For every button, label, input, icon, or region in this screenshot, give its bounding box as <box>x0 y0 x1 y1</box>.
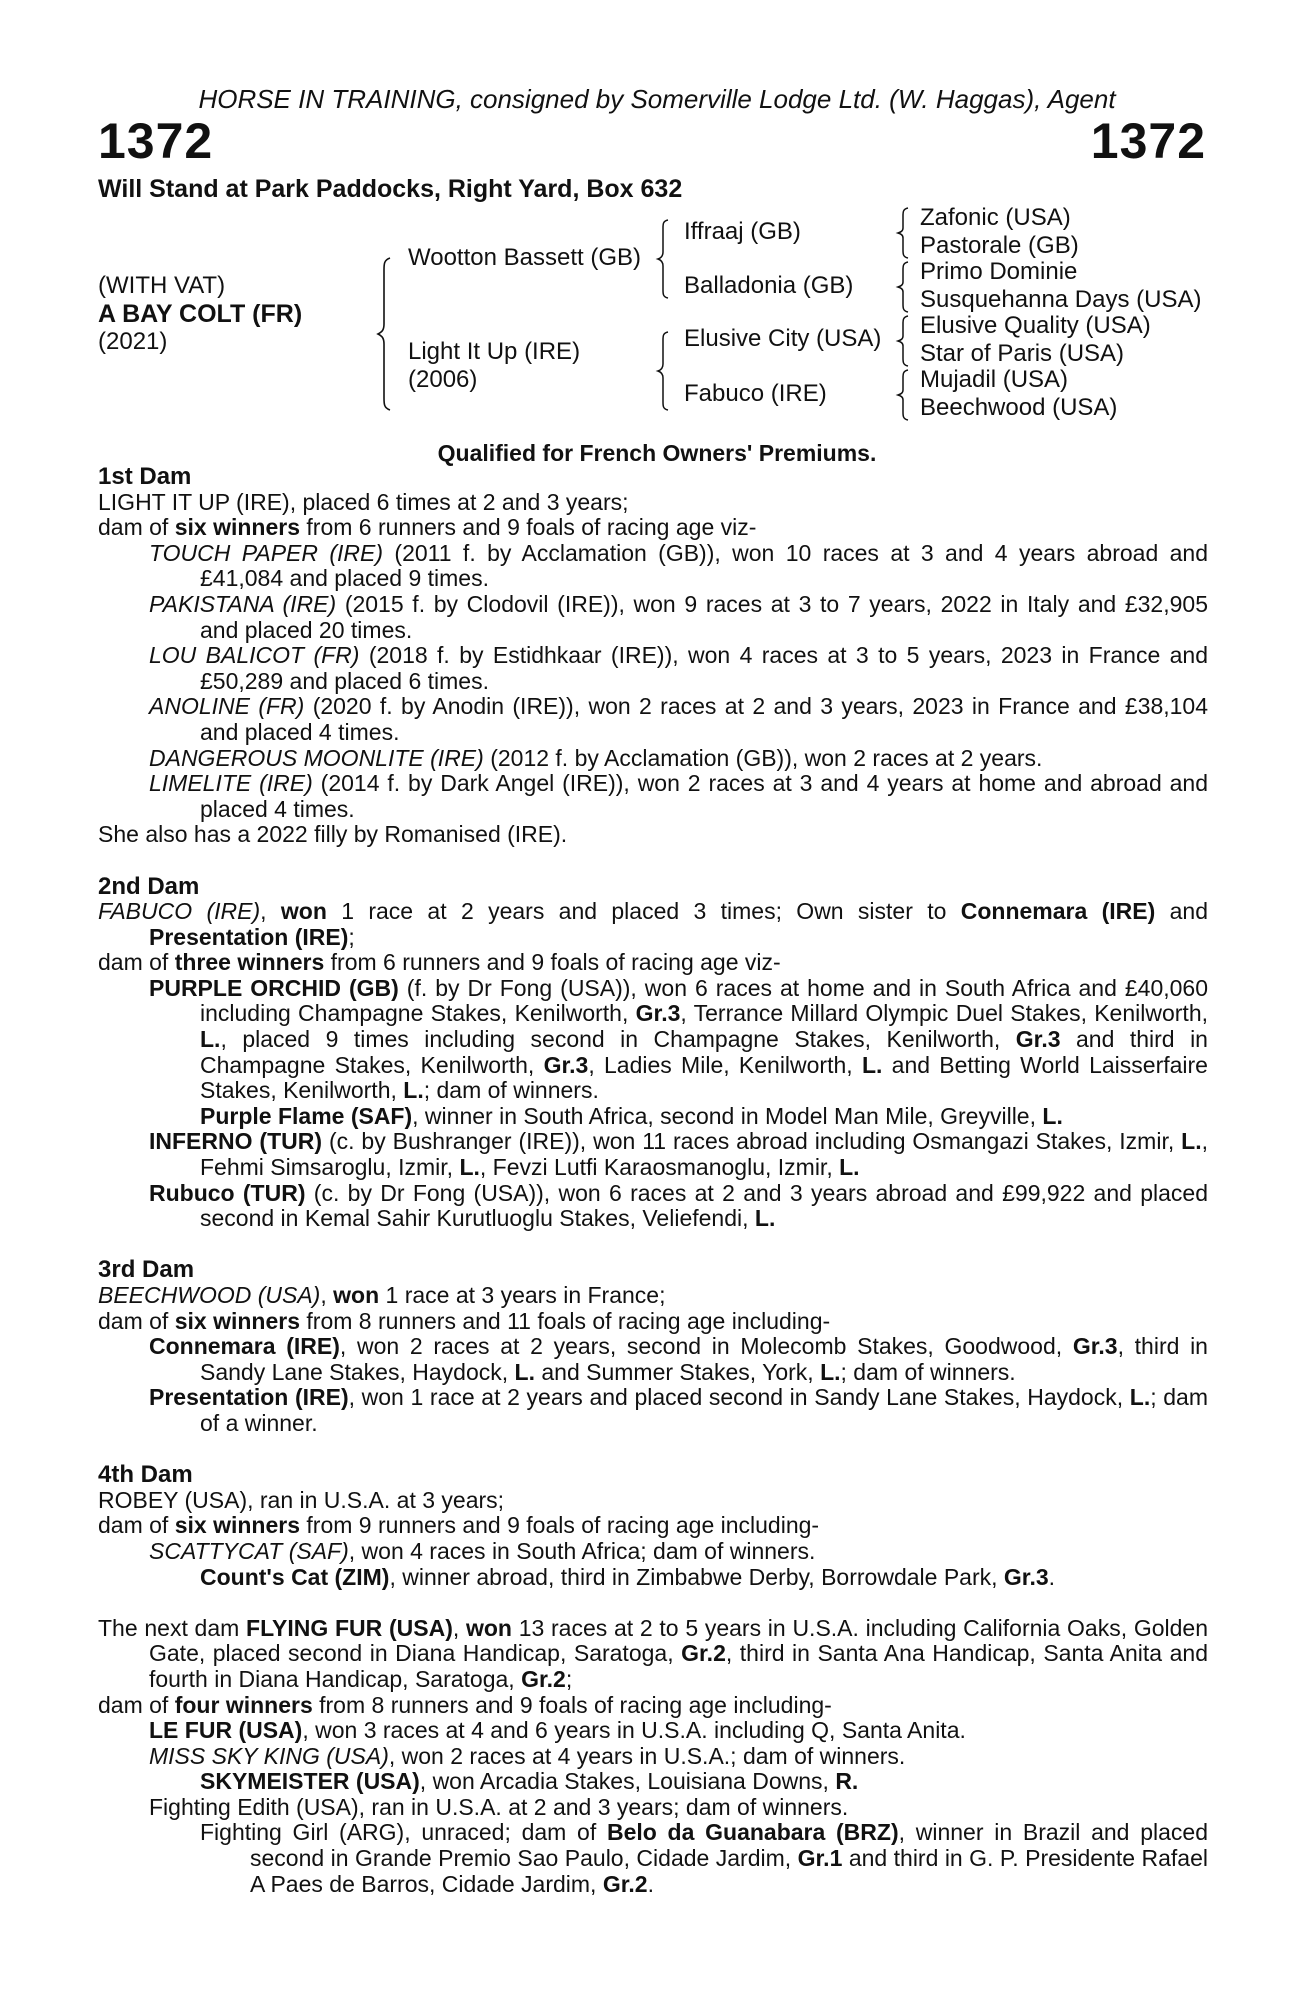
produce-entry: ANOLINE (FR) (2020 f. by Anodin (IRE)), won 2 races at 2 and 3 years, 2023 in France and £38,104 and placed 4 times. <box>149 693 1209 745</box>
produce-entry: Rubuco (TUR) (c. by Dr Fong (USA)), won 6 races at 2 and 3 years abroad and £99,922 and placed second in Kemal Sahir Kurutluoglu Stakes, Veliefendi, L. <box>149 1179 1209 1232</box>
gg-dds: Mujadil (USA) <box>920 366 1069 393</box>
second-dam-line: FABUCO (IRE), won 1 race at 2 years and placed 3 times; Own sister to Connemara (IRE) and Presentation (IRE); <box>98 898 1209 950</box>
produce-sub-entry: Fighting Girl (ARG), unraced; dam of Belo da Guanabara (BRZ), winner in Brazil and placed second in Grande Premio Sao Paulo, Cidade Jardim, Gr.1 and third in G. P. Presidente Rafael A Paes de Barros, Cidade Jardim, Gr.2. <box>200 1819 1208 1897</box>
dam-sire: Elusive City (USA) <box>684 325 882 352</box>
fourth-dam-produce-summary: dam of six winners from 9 runners and 9 foals of racing age including- <box>98 1512 820 1539</box>
next-dam-produce-summary: dam of four winners from 8 runners and 9 foals of racing age including- <box>98 1691 832 1718</box>
second-dam-produce-summary: dam of three winners from 6 runners and 9 foals of racing age viz- <box>98 949 781 976</box>
produce-entry: INFERNO (TUR) (c. by Bushranger (IRE)), won 11 races abroad including Osmangazi Stakes, Izmir, L., Fehmi Simsaroglu, Izmir, L., Fevzi Lutfi Karaosmanoglu, Izmir, L. <box>149 1128 1208 1181</box>
gg-ssd: Pastorale (GB) <box>920 232 1079 259</box>
produce-entry: LE FUR (USA), won 3 races at 4 and 6 years in U.S.A. including Q, Santa Anita. <box>149 1717 966 1744</box>
pedigree-notes <box>98 464 1208 1897</box>
gg-dsd: Star of Paris (USA) <box>920 340 1125 367</box>
produce-entry: PAKISTANA (IRE) (2015 f. by Clodovil (IRE)), won 9 races at 3 to 7 years, 2022 in Italy and £32,905 and placed 20 times. <box>149 590 1208 643</box>
consignment-line: HORSE IN TRAINING, consigned by Somerville Lodge Ltd. (W. Haggas), Agent <box>198 84 1116 114</box>
bracket-dd <box>896 368 912 422</box>
produce-entry: SCATTYCAT (SAF), won 4 races in South Africa; dam of winners. <box>149 1537 816 1564</box>
sire-name: Wootton Bassett (GB) <box>408 244 641 271</box>
bracket-ss <box>896 206 912 260</box>
stand-location: Will Stand at Park Paddocks, Right Yard, Box 632 <box>98 175 683 203</box>
premium-note: Qualified for French Owners' Premiums. <box>437 440 877 466</box>
vat-note: (WITH VAT) <box>98 272 226 299</box>
produce-entry: Connemara (IRE), won 2 races at 2 years, second in Molecomb Stakes, Goodwood, Gr.3, third in Sandy Lane Stakes, Haydock, L. and Summer Stakes, York, L.; dam of winners. <box>149 1333 1208 1385</box>
produce-entry: TOUCH PAPER (IRE) (2011 f. by Acclamation (GB)), won 10 races at 3 and 4 years abroad and £41,084 and placed 9 times. <box>149 539 1208 592</box>
lot-number-right: 1372 <box>1090 113 1206 169</box>
produce-entry: PURPLE ORCHID (GB) (f. by Dr Fong (USA)), won 6 races at home and in South Africa and £40,060 including Champagne Stakes, Kenilworth, Gr.3, Terrance Millard Olympic Duel Stakes, Kenilworth, L., placed 9 times including second in Champagne Stakes, Kenilworth, Gr.3 and third in Champagne Stakes, Kenilworth, Gr.3, Ladies Mile, Kenilworth, L. and Betting World Laisserfaire Stakes, Kenilworth, L.; dam of winners. <box>149 974 1208 1104</box>
horse-year: (2021) <box>98 328 168 355</box>
third-dam-heading: 3rd Dam <box>98 1256 195 1284</box>
gg-sdd: Susquehanna Days (USA) <box>920 286 1202 313</box>
sire-sire: Iffraaj (GB) <box>684 218 801 245</box>
produce-entry: Presentation (IRE), won 1 race at 2 years and placed second in Sandy Lane Stakes, Haydock, L.; dam of a winner. <box>149 1384 1208 1436</box>
produce-entry: DANGEROUS MOONLITE (IRE) (2012 f. by Acclamation (GB)), won 2 races at 2 years. <box>149 744 1043 771</box>
first-dam-produce-summary: dam of six winners from 6 runners and 9 foals of racing age viz- <box>98 514 757 541</box>
lot-number-left: 1372 <box>98 113 214 169</box>
third-dam-line: BEECHWOOD (USA), won 1 race at 3 years in France; <box>98 1282 666 1308</box>
fourth-dam-heading: 4th Dam <box>98 1461 193 1489</box>
bracket-dam <box>656 330 672 412</box>
produce-entry: LIMELITE (IRE) (2014 f. by Dark Angel (IRE)), won 2 races at 3 and 4 years at home and abroad and placed 4 times. <box>149 770 1208 822</box>
produce-sub-entry: Purple Flame (SAF), winner in South Africa, second in Model Man Mile, Greyville, L. <box>200 1102 1063 1129</box>
first-dam-footer: She also has a 2022 filly by Romanised (IRE). <box>98 821 568 848</box>
first-dam-heading: 1st Dam <box>98 463 192 490</box>
first-dam-line: LIGHT IT UP (IRE), placed 6 times at 2 and 3 years; <box>98 488 629 515</box>
gg-ddd: Beechwood (USA) <box>920 394 1118 421</box>
sire-dam: Balladonia (GB) <box>684 272 854 299</box>
dam-year: (2006) <box>408 366 478 393</box>
next-dam-line: The next dam FLYING FUR (USA), won 13 races at 2 to 5 years in U.S.A. including California Oaks, Golden Gate, placed second in Diana Handicap, Saratoga, Gr.2, third in Santa Ana Handicap, Santa Anita and fourth in Diana Handicap, Saratoga, Gr.2; <box>98 1614 1208 1692</box>
gg-sss: Zafonic (USA) <box>920 204 1071 231</box>
horse-name: A BAY COLT (FR) <box>98 300 303 328</box>
produce-entry: MISS SKY KING (USA), won 2 races at 4 years in U.S.A.; dam of winners. <box>149 1742 906 1769</box>
bracket-sire <box>656 218 672 300</box>
bracket-sd <box>896 260 912 314</box>
fourth-dam-line: ROBEY (USA), ran in U.S.A. at 3 years; <box>98 1486 505 1513</box>
third-dam-produce-summary: dam of six winners from 8 runners and 11 foals of racing age including- <box>98 1307 831 1334</box>
dam-dam: Fabuco (IRE) <box>684 380 827 407</box>
gg-sds: Primo Dominie <box>920 258 1078 285</box>
produce-entry: Fighting Edith (USA), ran in U.S.A. at 2 and 3 years; dam of winners. <box>149 1793 849 1820</box>
bracket-main <box>376 256 396 412</box>
produce-sub-entry: SKYMEISTER (USA), won Arcadia Stakes, Louisiana Downs, R. <box>200 1768 859 1795</box>
produce-entry: LOU BALICOT (FR) (2018 f. by Estidhkaar (IRE)), won 4 races at 3 to 5 years, 2023 in France and £50,289 and placed 6 times. <box>149 642 1209 694</box>
gg-dss: Elusive Quality (USA) <box>920 312 1151 339</box>
bracket-ds <box>896 314 912 368</box>
second-dam-heading: 2nd Dam <box>98 872 200 900</box>
dam-name: Light It Up (IRE) <box>408 338 581 365</box>
produce-sub-entry: Count's Cat (ZIM), winner abroad, third in Zimbabwe Derby, Borrowdale Park, Gr.3. <box>200 1563 1056 1590</box>
